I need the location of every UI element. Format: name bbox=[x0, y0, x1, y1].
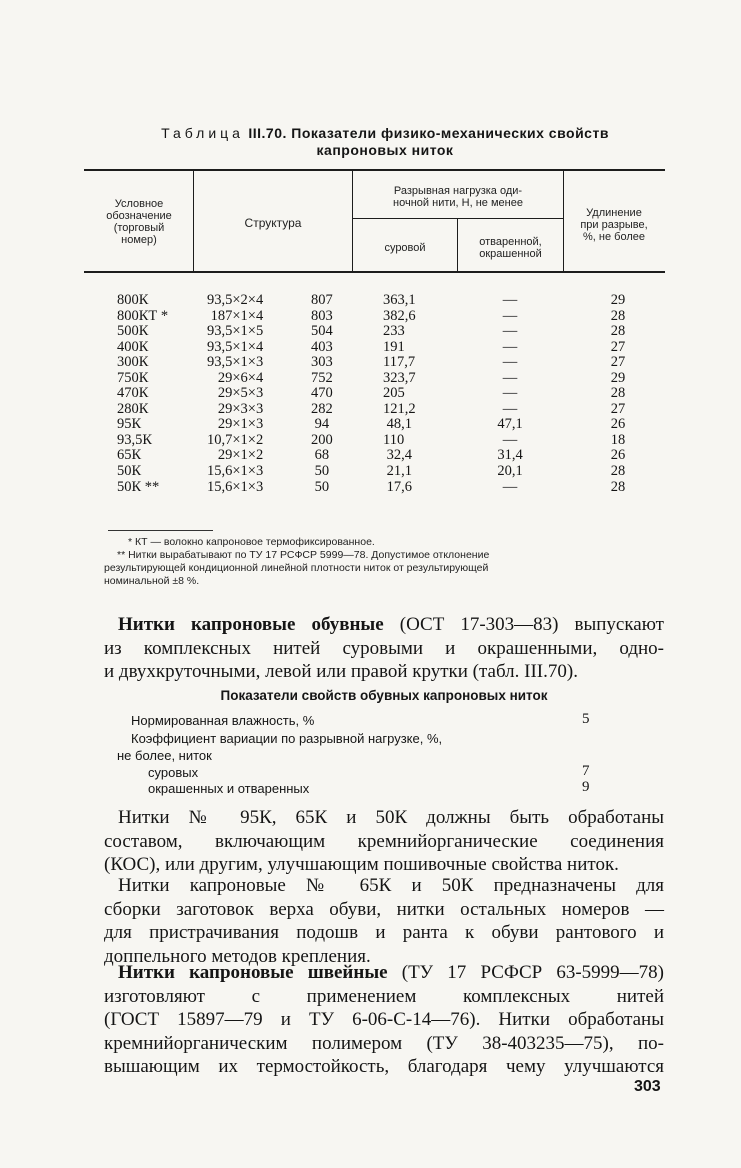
cell-structure: 93,5×1×4 bbox=[207, 338, 264, 355]
cell-dyed-load: 20,1 bbox=[497, 463, 523, 480]
cell-structure: 93,5×1×3 bbox=[207, 354, 264, 371]
cell-tex: 752 bbox=[311, 369, 333, 386]
cell-elongation: 18 bbox=[610, 431, 626, 448]
property-label: Коэффициент вариации по разрывной нагрузке, %, bbox=[131, 731, 443, 746]
cell-designation: 50К ** bbox=[117, 478, 160, 495]
header-designation-l4: номер) bbox=[121, 234, 157, 246]
para1-line1-text: (ОСТ 17-303—83) выпускают bbox=[383, 614, 664, 635]
header-dyed-l2: окрашенной bbox=[479, 248, 542, 260]
caption-label: Таблица bbox=[161, 125, 244, 141]
cell-designation: 93,5К bbox=[117, 431, 153, 448]
cell-dyed-load: — bbox=[502, 385, 518, 402]
cell-structure: 93,5×1×5 bbox=[207, 323, 264, 340]
para3-line2: сборки заготовок верха обуви, нитки остальных номеров — bbox=[104, 898, 664, 920]
property-label: Нормированная влажность, % bbox=[131, 713, 315, 728]
cell-structure: 15,6×1×3 bbox=[207, 463, 264, 480]
header-designation bbox=[86, 198, 192, 246]
cell-tex: 94 bbox=[311, 416, 330, 433]
cell-structure: 187×1×4 bbox=[207, 307, 264, 324]
cell-elongation: 29 bbox=[610, 292, 626, 308]
cell-raw-load: 17,6 bbox=[383, 478, 412, 495]
para1-line2: из комплексных нитей суровыми и окрашенными, одно- bbox=[104, 637, 664, 659]
caption-text: Показатели физико-механических свойств bbox=[291, 125, 609, 141]
cell-designation: 280К bbox=[117, 400, 149, 417]
cell-elongation: 28 bbox=[610, 307, 626, 324]
cell-elongation: 28 bbox=[610, 463, 626, 480]
cell-structure: 29×5×3 bbox=[207, 385, 264, 402]
column-tex bbox=[311, 293, 333, 495]
property-label: не более, ниток bbox=[117, 748, 212, 763]
property-label: окрашенных и отваренных bbox=[148, 781, 310, 796]
cell-designation: 65К bbox=[117, 447, 142, 464]
paragraph-processing bbox=[104, 806, 664, 877]
para4-line1 bbox=[104, 961, 664, 985]
cell-elongation: 28 bbox=[610, 478, 626, 495]
paragraph-footwear-threads bbox=[104, 613, 664, 684]
cell-elongation: 27 bbox=[610, 354, 626, 371]
cell-elongation: 28 bbox=[610, 323, 626, 340]
table-caption-line2: капроновых ниток bbox=[316, 142, 454, 158]
cell-designation: 800К bbox=[117, 292, 149, 308]
cell-elongation: 28 bbox=[610, 385, 626, 402]
cell-designation: 800КТ * bbox=[117, 307, 169, 324]
para2-line2: составом, включающим кремнийорганические соединения bbox=[104, 830, 664, 852]
header-elongation bbox=[565, 207, 663, 243]
header-elongation-l1: Удлинение bbox=[586, 207, 642, 219]
cell-elongation: 29 bbox=[610, 369, 626, 386]
col-divider-4 bbox=[563, 170, 564, 272]
cell-dyed-load: — bbox=[502, 431, 518, 448]
para3-line4: доппельного методов крепления. bbox=[104, 945, 371, 967]
footnote-rule bbox=[108, 530, 213, 531]
para4-line5: вышающим их термостойкость, благодаря чему улучшаются bbox=[104, 1056, 664, 1077]
header-elongation-l2: при разрыве, bbox=[580, 219, 648, 231]
cell-elongation: 26 bbox=[610, 447, 626, 464]
cell-structure: 29×3×3 bbox=[207, 400, 264, 417]
footnote-4: номинальной ±8 %. bbox=[104, 575, 200, 587]
cell-dyed-load: — bbox=[502, 292, 518, 308]
para4-bold-lead: Нитки капроновые швейные bbox=[118, 962, 388, 983]
cell-designation: 95К bbox=[117, 416, 142, 433]
header-designation-l3: (торговый bbox=[113, 222, 165, 234]
header-structure: Структура bbox=[244, 216, 302, 230]
cell-designation: 400К bbox=[117, 338, 149, 355]
property-label: суровых bbox=[148, 765, 199, 780]
property-value: 7 bbox=[582, 763, 590, 779]
column-designation bbox=[117, 293, 168, 495]
cell-raw-load: 110 bbox=[383, 431, 405, 448]
cell-raw-load: 21,1 bbox=[383, 463, 412, 480]
cell-designation: 500К bbox=[117, 323, 149, 340]
cell-tex: 50 bbox=[311, 478, 330, 495]
cell-designation: 470К bbox=[117, 385, 149, 402]
para1-line3: и двухкруточными, левой или правой крутки (табл. III.70). bbox=[104, 661, 578, 682]
column-dyed-load bbox=[455, 293, 565, 495]
cell-raw-load: 233 bbox=[383, 323, 405, 340]
column-structure bbox=[207, 293, 263, 495]
properties-title: Показатели свойств обувных капроновых ниток bbox=[220, 688, 548, 703]
cell-dyed-load: 47,1 bbox=[497, 416, 523, 433]
cell-tex: 807 bbox=[311, 292, 333, 308]
cell-dyed-load: — bbox=[502, 369, 518, 386]
cell-tex: 803 bbox=[311, 307, 333, 324]
cell-tex: 403 bbox=[311, 338, 333, 355]
para4-line3: (ГОСТ 15897—79 и ТУ 6-06-С-14—76). Нитки обработаны bbox=[104, 1009, 664, 1030]
cell-elongation: 27 bbox=[610, 338, 626, 355]
cell-raw-load: 48,1 bbox=[383, 416, 412, 433]
paragraph-purpose bbox=[104, 874, 664, 968]
para3-line3: для пристрачивания подошв и ранта к обуви рантового и bbox=[104, 922, 664, 943]
cell-tex: 200 bbox=[311, 431, 333, 448]
breaking-load-subrule bbox=[353, 218, 563, 219]
cell-dyed-load: — bbox=[502, 354, 518, 371]
cell-dyed-load: — bbox=[502, 323, 518, 340]
cell-raw-load: 382,6 bbox=[383, 307, 416, 324]
cell-tex: 303 bbox=[311, 354, 333, 371]
header-breaking-load bbox=[353, 185, 563, 209]
cell-tex: 504 bbox=[311, 323, 333, 340]
cell-raw-load: 32,4 bbox=[383, 447, 412, 464]
header-raw: суровой bbox=[384, 242, 426, 254]
header-designation-l2: обозначение bbox=[106, 210, 172, 222]
cell-structure: 15,6×1×3 bbox=[207, 478, 264, 495]
column-elongation bbox=[583, 293, 653, 495]
cell-structure: 29×1×3 bbox=[207, 416, 264, 433]
cell-tex: 470 bbox=[311, 385, 333, 402]
cell-raw-load: 363,1 bbox=[383, 292, 416, 308]
footnote-1: * КТ — волокно капроновое термофиксированное. bbox=[128, 536, 375, 548]
cell-raw-load: 205 bbox=[383, 385, 405, 402]
header-breaking-load-l1: Разрывная нагрузка оди- bbox=[393, 185, 523, 197]
cell-elongation: 26 bbox=[610, 416, 626, 433]
cell-structure: 93,5×2×4 bbox=[207, 292, 264, 308]
para4-line4: кремнийорганическим полимером (ТУ 38-403235—75), по- bbox=[104, 1032, 664, 1054]
para1-bold-lead: Нитки капроновые обувные bbox=[118, 614, 384, 635]
cell-structure: 29×6×4 bbox=[207, 369, 264, 386]
column-raw-load bbox=[383, 293, 416, 495]
para2-line3: (КОС), или другим, улучшающим пошивочные свойства ниток. bbox=[104, 854, 619, 875]
footnote-2: ** Нитки вырабатывают по ТУ 17 РСФСР 5999—78. Допустимое отклонение bbox=[117, 549, 490, 561]
para3-line1: Нитки капроновые № 65К и 50К предназначены для bbox=[118, 875, 664, 896]
cell-raw-load: 117,7 bbox=[383, 354, 416, 371]
cell-structure: 29×1×2 bbox=[207, 447, 264, 464]
header-designation-l1: Условное bbox=[114, 198, 164, 210]
cell-raw-load: 191 bbox=[383, 338, 405, 355]
caption-number: III.70. bbox=[248, 125, 287, 141]
cell-elongation: 27 bbox=[610, 400, 626, 417]
paragraph-sewing-threads bbox=[104, 961, 664, 1079]
cell-structure: 10,7×1×2 bbox=[207, 431, 264, 448]
cell-tex: 68 bbox=[311, 447, 330, 464]
cell-designation: 750К bbox=[117, 369, 149, 386]
footnote-3: результирующей кондиционной линейной плотности ниток от результирующей bbox=[104, 562, 489, 574]
cell-dyed-load: — bbox=[502, 338, 518, 355]
cell-raw-load: 323,7 bbox=[383, 369, 416, 386]
cell-tex: 50 bbox=[311, 463, 330, 480]
header-breaking-load-l2: ночной нити, Н, не менее bbox=[393, 197, 523, 209]
header-elongation-l3: %, не более bbox=[583, 231, 645, 243]
cell-dyed-load: — bbox=[502, 400, 518, 417]
cell-raw-load: 121,2 bbox=[383, 400, 416, 417]
property-value: 5 bbox=[582, 711, 590, 727]
cell-dyed-load: — bbox=[502, 478, 518, 495]
page-number: 303 bbox=[634, 1078, 661, 1095]
header-dyed-l1: отваренной, bbox=[479, 236, 542, 248]
para2-line1: Нитки № 95К, 65К и 50К должны быть обработаны bbox=[118, 807, 664, 828]
property-value: 9 bbox=[582, 779, 590, 795]
cell-designation: 50К bbox=[117, 463, 142, 480]
para4-line2: изготовляют с применением комплексных нитей bbox=[104, 985, 664, 1007]
header-dyed bbox=[458, 236, 563, 260]
table-caption bbox=[100, 125, 670, 141]
cell-designation: 300К bbox=[117, 354, 149, 371]
para4-line1-text: (ТУ 17 РСФСР 63-5999—78) bbox=[387, 962, 664, 983]
table-header-rule bbox=[84, 271, 665, 273]
cell-dyed-load: — bbox=[502, 307, 518, 324]
table-top-rule bbox=[84, 169, 665, 171]
para1-line1 bbox=[104, 613, 664, 637]
cell-dyed-load: 31,4 bbox=[497, 447, 523, 464]
cell-tex: 282 bbox=[311, 400, 333, 417]
